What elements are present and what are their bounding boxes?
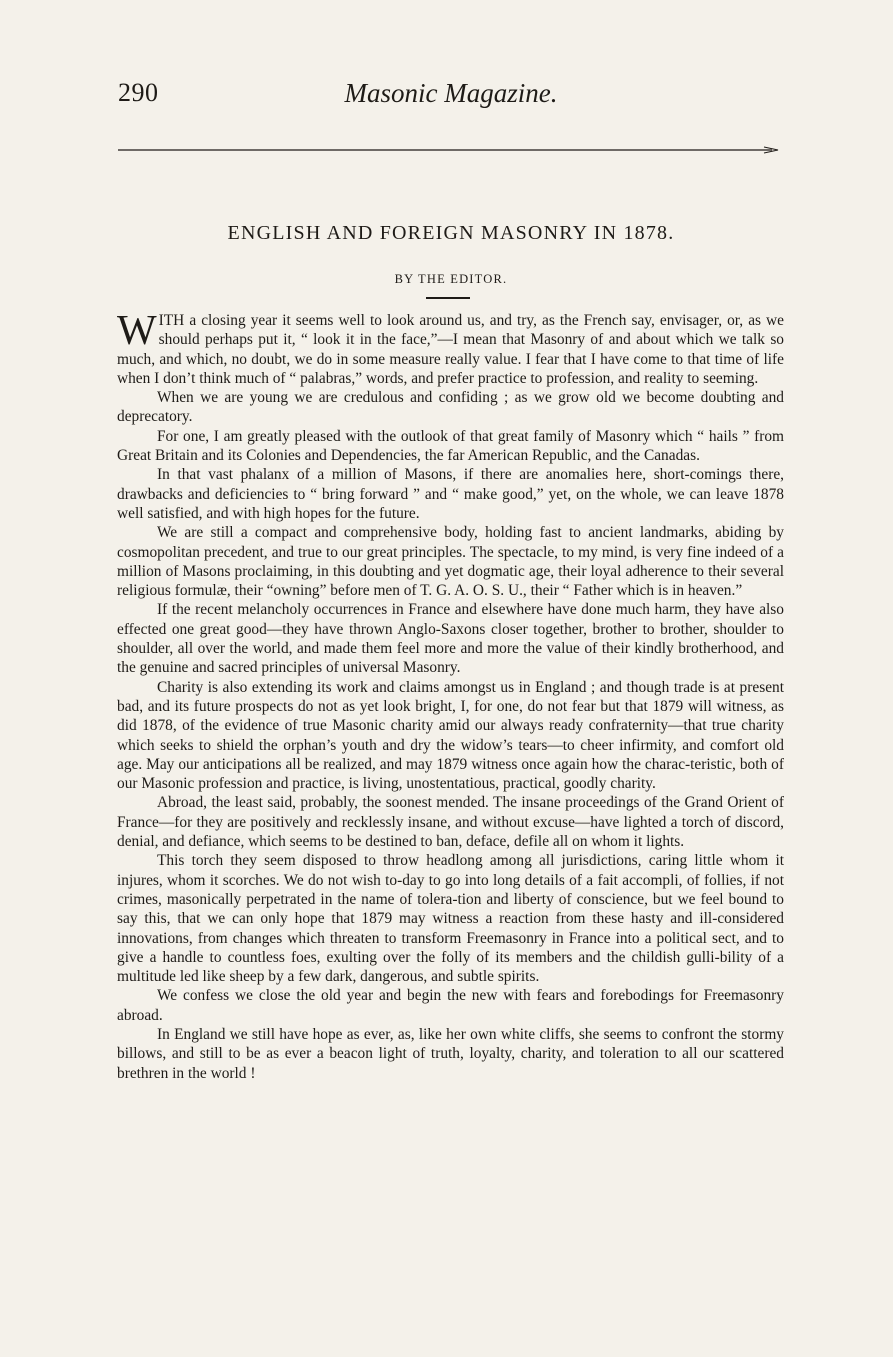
page-number: 290 [118,78,159,107]
drop-cap: W [117,308,157,354]
paragraph-7: Charity is also extending its work and claims amongst us in England ; and though trade is at present bad, and its future prospects do not as yet look bright, I, for one, do not fear but that 1879 will witness, as did 1878, of the evidence of true Masonic charity amid our always ready confraternity—that true charity which seeks to shield the orphan’s youth and dry the widow’s tears—to cheer infirmity, and comfort old age. May our anticipations all be realized, and may 1879 witness once again how the charac-teristic, both of our Masonic profession and practice, is living, unostentatious, practical, goodly charity. [117,678,784,793]
magazine-title: Masonic Magazine. [344,78,558,108]
paragraph-5: We are still a compact and comprehensive body, holding fast to ancient landmarks, abiding by cosmopolitan precedent, and true to our great principles. The spectacle, to my mind, is very fine indeed of a million of Masons proclaiming, in this doubting and yet dogmatic age, their loyal adherence to their several religious formulæ, their “owning” before men of T. G. A. O. S. U., their “ Father which is in heaven.” [117,524,784,600]
paragraph-text: ITH a closing year it seems well to look around us, and try, as the French say, envisager, or, as we should perhaps put it, “ look it in the face,”—I mean that Masonry of and about which we talk so much, and which, no doubt, we do in some measure really value. I fear that I have come to that time of life when I don’t think much of “ palabras,” words, and prefer practice to profession, and reality to seeming. [117,312,784,387]
article-body [117,308,784,1083]
paragraph-9: This torch they seem disposed to throw headlong among all jurisdictions, caring little whom it injures, whom it scorches. We do not wish to-day to go into long details of a fait accompli, of follies, if not crimes, masonically perpetrated in the name of tolera-tion and liberty of conscience, but we feel bound to say this, that we can only hope that 1879 may witness a reaction from these hasty and ill-considered innovations, from changes which threaten to transform Freemasonry in France into a political sect, and to give a handle to countless foes, exulting over the folly of its members and the childish gulli-bility of a multitude led like sheep by a few dark, dangerous, and subtle spirits. [117,852,784,986]
header-rule [118,146,780,154]
paragraph-1 [117,308,784,388]
paragraph-6: If the recent melancholy occurrences in France and elsewhere have done much harm, they have also effected one great good—they have thrown Anglo-Saxons closer together, brother to brother, shoulder to shoulder, all over the world, and made them feel more and more the value of their kindly brotherhood, and the genuine and sacred principles of universal Masonry. [117,601,784,677]
paragraph-4: In that vast phalanx of a million of Masons, if there are anomalies here, short-comings there, drawbacks and deficiencies to “ bring forward ” and “ make good,” yet, on the whole, we can leave 1878 well satisfied, and with high hopes for the future. [117,466,784,522]
article-title: ENGLISH AND FOREIGN MASONRY IN 1878. [227,222,675,244]
paragraph-11: In England we still have hope as ever, as, like her own white cliffs, she seems to confront the stormy billows, and still to be as ever a beacon light of truth, loyalty, charity, and toleration to all our scattered brethren in the world ! [117,1025,784,1082]
byline-rule [426,297,470,299]
paragraph-8: Abroad, the least said, probably, the soonest mended. The insane proceedings of the Grand Orient of France—for they are positively and recklessly insane, and without excuse—have lighted a torch of discord, denial, and defiance, which seems to be destined to ban, deface, defile all on whom it lights. [117,794,784,851]
byline: BY THE EDITOR. [394,272,508,286]
paragraph-2: When we are young we are credulous and confiding ; as we grow old we become doubting and deprecatory. [117,389,784,426]
paragraph-10: We confess we close the old year and begin the new with fears and forebodings for Freemasonry abroad. [117,987,784,1024]
running-head [118,78,784,122]
paragraph-3: For one, I am greatly pleased with the outlook of that great family of Masonry which “ hails ” from Great Britain and its Colonies and Dependencies, the far American Republic, and the Canadas. [117,427,784,465]
